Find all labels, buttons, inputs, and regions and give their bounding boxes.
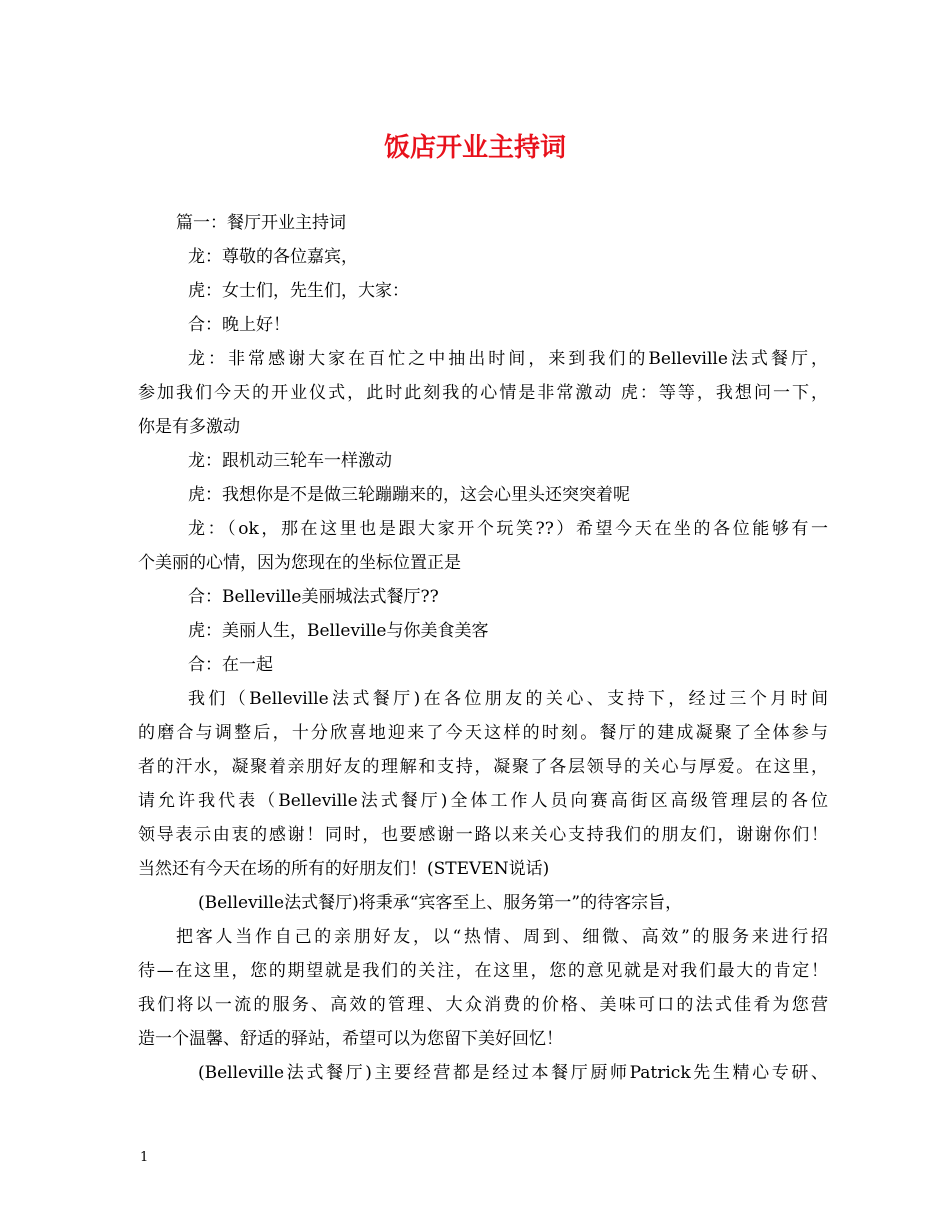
text-line: 个美丽的心情，因为您现在的坐标位置正是 — [138, 553, 461, 573]
text-line: (Belleville法式餐厅)主要经营都是经过本餐厅厨师Patrick先生精心专研、 — [198, 1063, 828, 1083]
text-line: 虎：我想你是不是做三轮蹦蹦来的，这会心里头还突突着呢 — [188, 485, 630, 505]
document-body — [138, 206, 828, 1090]
text-line: 领导表示由衷的感谢！同时，也要感谢一路以来关心支持我们的朋友们，谢谢你们！ — [138, 825, 828, 845]
text-line: 合：在一起 — [188, 655, 273, 675]
text-line: 者的汗水，凝聚着亲朋好友的理解和支持，凝聚了各层领导的关心与厚爱。在这里， — [138, 757, 828, 777]
text-line: 龙：跟机动三轮车一样激动 — [188, 451, 392, 471]
text-line: 待—在这里，您的期望就是我们的关注，在这里，您的意见就是对我们最大的肯定！ — [138, 961, 828, 981]
text-line: 的磨合与调整后，十分欣喜地迎来了今天这样的时刻。餐厅的建成凝聚了全体参与 — [138, 723, 828, 743]
text-line: 请允许我代表（Belleville法式餐厅)全体工作人员向赛高街区高级管理层的各位 — [138, 791, 828, 811]
text-line: 造一个温馨、舒适的驿站，希望可以为您留下美好回忆！ — [138, 1029, 563, 1049]
text-line: 龙：（ok，那在这里也是跟大家开个玩笑??）希望今天在坐的各位能够有一 — [188, 519, 828, 539]
text-line: 当然还有今天在场的所有的好朋友们！(STEVEN说话) — [138, 859, 550, 879]
text-line: 参加我们今天的开业仪式，此时此刻我的心情是非常激动 虎：等等，我想问一下， — [138, 383, 828, 403]
text-line: 龙：非常感谢大家在百忙之中抽出时间，来到我们的Belleville法式餐厅， — [188, 349, 828, 369]
page-number: 1 — [140, 1150, 149, 1165]
text-line: 我们（Belleville法式餐厅)在各位朋友的关心、支持下，经过三个月时间 — [188, 689, 828, 709]
text-line: 我们将以一流的服务、高效的管理、大众消费的价格、美味可口的法式佳肴为您营 — [138, 995, 828, 1015]
document-title: 饭店开业主持词 — [383, 133, 566, 163]
text-line: 虎：美丽人生，Belleville与你美食美客 — [188, 621, 489, 641]
text-line: (Belleville法式餐厅)将秉承“宾客至上、服务第一”的待客宗旨， — [198, 893, 683, 913]
text-line: 龙：尊敬的各位嘉宾， — [188, 247, 358, 267]
text-line: 你是有多激动 — [138, 417, 240, 437]
text-line: 合：Belleville美丽城法式餐厅?? — [188, 587, 439, 607]
text-line: 虎：女士们，先生们，大家： — [188, 281, 409, 301]
text-line: 篇一：餐厅开业主持词 — [176, 213, 346, 233]
text-line: 把客人当作自己的亲朋好友，以“热情、周到、细微、高效”的服务来进行招 — [176, 927, 828, 947]
text-line: 合：晚上好！ — [188, 315, 290, 335]
